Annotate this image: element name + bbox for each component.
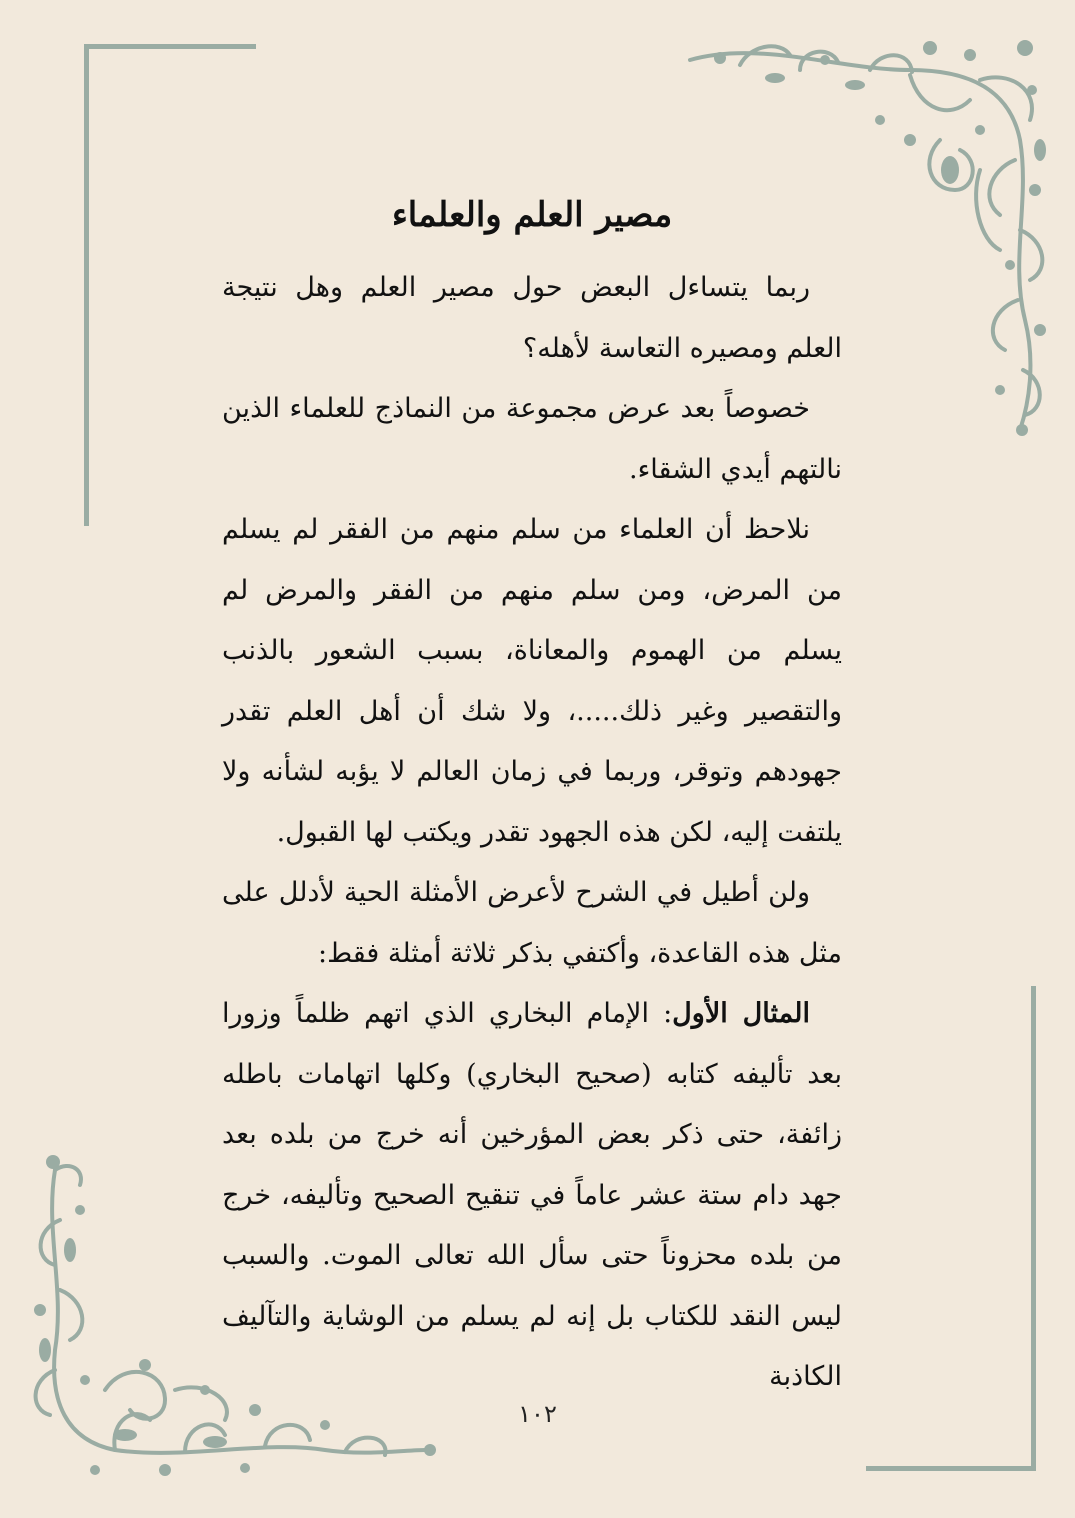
paragraph-5 — [222, 984, 842, 1408]
frame-line-bottom-right-horizontal — [866, 1466, 1036, 1471]
paragraph-2: خصوصاً بعد عرض مجموعة من النماذج للعلماء الذين نالتهم أيدي الشقاء. — [222, 393, 842, 485]
paragraph-1: ربما يتساءل البعض حول مصير العلم وهل نتيجة العلم ومصيره التعاسة لأهله؟ — [222, 272, 842, 364]
frame-line-top-left-horizontal — [84, 44, 256, 49]
paragraph-5-text: : الإمام البخاري الذي اتهم ظلماً وزورا بعد تأليفه كتابه (صحيح البخاري) وكلها اتهامات باطله زائفة، حتى ذكر بعض المؤرخين أنه خرج من بلده بعد جهد دام ستة عشر عاماً في تنقيح الصحيح وتأليفه، خرج من بلده محزوناً حتى سأل الله تعالى الموت. والسبب ليس النقد للكتاب بل إنه لم يسلم من الوشاية والتآليف الكاذبة — [222, 998, 842, 1392]
frame-line-bottom-right-vertical — [1031, 986, 1036, 1470]
paragraph-3: نلاحظ أن العلماء من سلم منهم من الفقر لم يسلم من المرض، ومن سلم منهم من الفقر والمرض لم يسلم من الهموم والمعاناة، بسبب الشعور بالذنب والتقصير وغير ذلك.....، ولا شك أن أهل العلم تقدر جهودهم وتوقر، وربما في زمان العالم لا يؤبه لشأنه ولا يلتفت إليه، لكن هذه الجهود تقدر ويكتب لها القبول. — [222, 514, 842, 848]
page-content — [222, 182, 842, 1408]
page-title: مصير العلم والعلماء — [391, 195, 673, 235]
frame-line-top-left-vertical — [84, 44, 89, 526]
page-number: ١٠٢ — [518, 1400, 557, 1428]
paragraph-5-lead: المثال الأول — [672, 998, 810, 1029]
paragraph-4: ولن أطيل في الشرح لأعرض الأمثلة الحية لأدلل على مثل هذه القاعدة، وأكتفي بذكر ثلاثة أمثلة فقط: — [222, 877, 842, 969]
